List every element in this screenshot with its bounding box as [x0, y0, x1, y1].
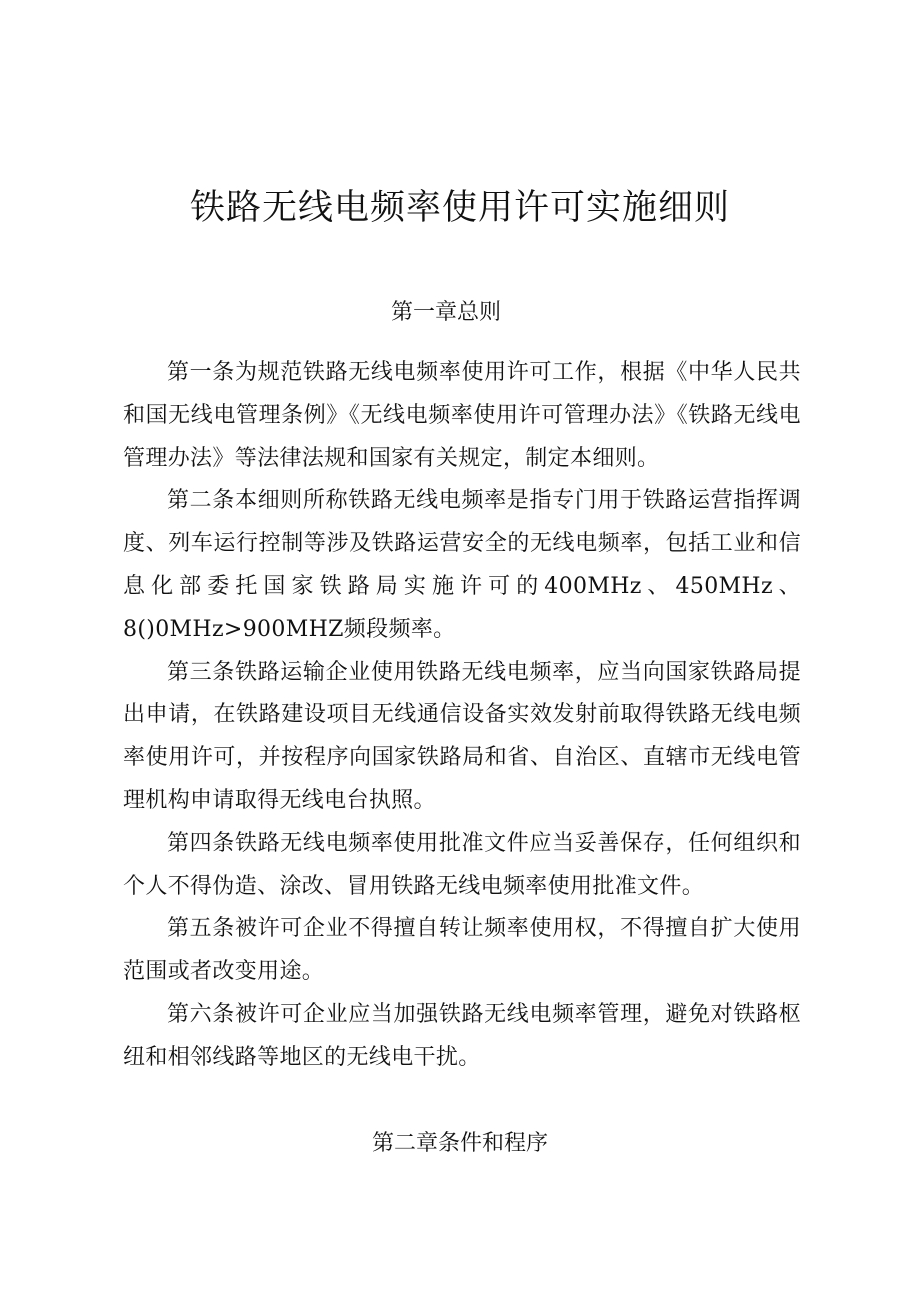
article-6: 第六条被许可企业应当加强铁路无线电频率管理，避免对铁路枢纽和相邻线路等地区的无线电干扰。	[123, 1001, 801, 1070]
chapter-heading-1: 第一章总则	[390, 300, 501, 325]
chapter-heading-2: 第二章条件和程序	[371, 1131, 548, 1156]
article-1: 第一条为规范铁路无线电频率使用许可工作，根据《中华人民共和国无线电管理条例》《无线电频率使用许可管理办法》《铁路无线电管理办法》等法律法规和国家有关规定，制定本细则。	[123, 360, 801, 471]
chapter-1-body	[123, 352, 801, 1080]
article-3: 第三条铁路运输企业使用铁路无线电频率，应当向国家铁路局提出申请，在铁路建设项目无线通信设备实效发射前取得铁路无线电频率使用许可，并按程序向国家铁路局和省、自治区、直辖市无线电管理机构申请取得无线电台执照。	[123, 659, 801, 813]
document-title: 铁路无线电频率使用许可实施细则	[189, 188, 730, 228]
article-2: 第二条本细则所称铁路无线电频率是指专门用于铁路运营指挥调度、列车运行控制等涉及铁路运营安全的无线电频率，包括工业和信息化部委托国家铁路局实施许可的400MHz、450MHz、8()0MHz>900MHZ频段频率。	[123, 488, 801, 642]
article-5: 第五条被许可企业不得擅自转让频率使用权，不得擅自扩大使用范围或者改变用途。	[123, 916, 801, 985]
article-4: 第四条铁路无线电频率使用批准文件应当妥善保存，任何组织和个人不得伪造、涂改、冒用铁路无线电频率使用批准文件。	[123, 830, 801, 899]
